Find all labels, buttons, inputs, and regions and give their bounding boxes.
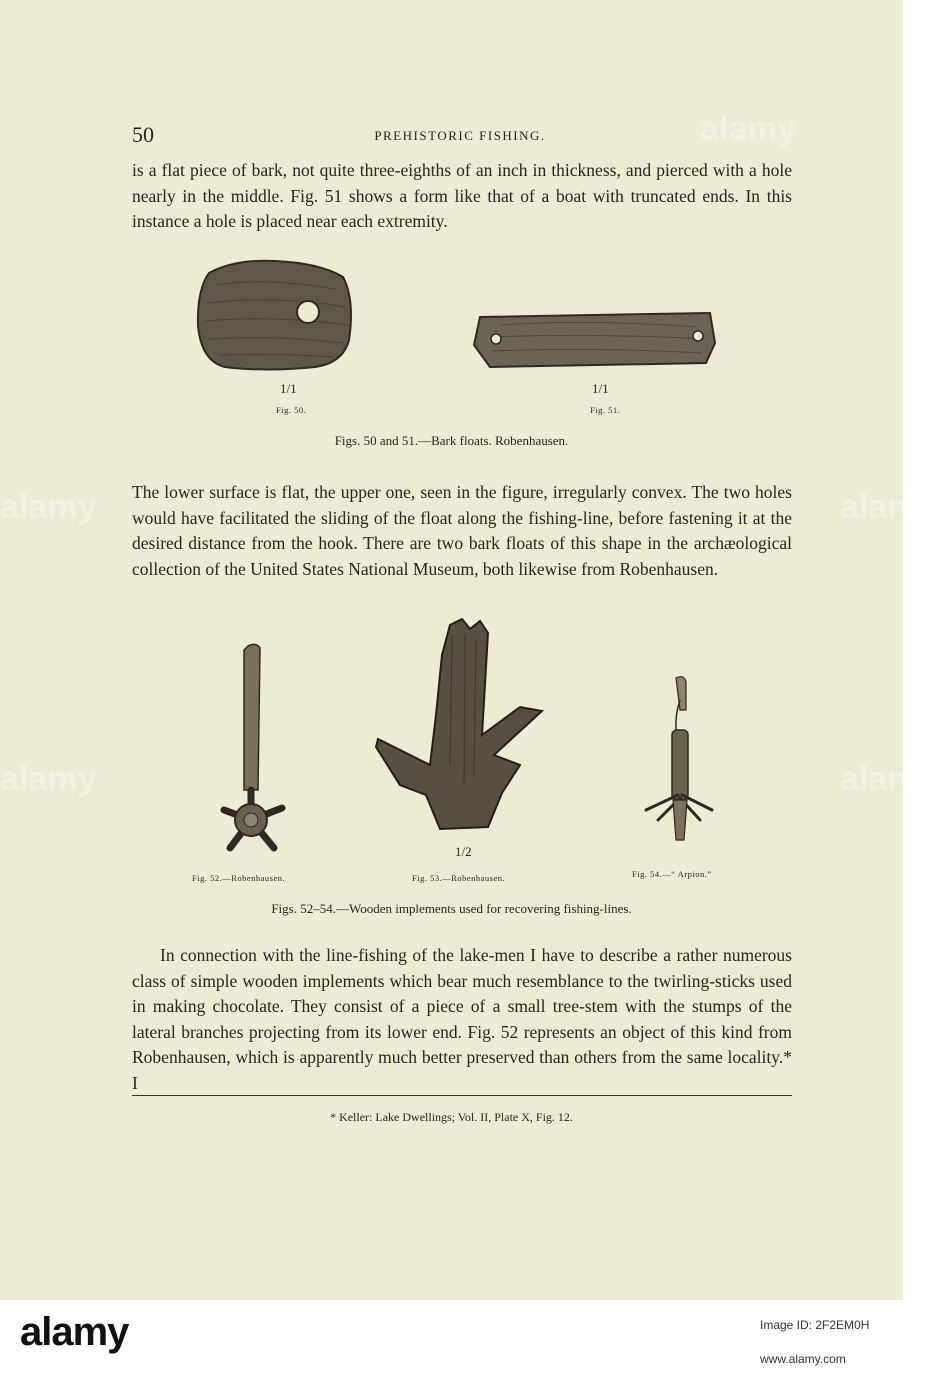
paragraph-1: is a flat piece of bark, not quite three-eighths of an inch in thickness, and pierced with a hole nearly in the middle. Fig. 51 shows a form like that of a boat with truncated ends. In this instance a hole is placed near each extremity.	[132, 160, 792, 231]
stock-footer	[0, 1300, 903, 1390]
image-id: Image ID: 2F2EM0H	[760, 1318, 870, 1332]
fig-53-label: Fig. 53.—Robenhausen.	[412, 873, 506, 883]
footnote-rule	[132, 1095, 792, 1096]
fig-54-label: Fig. 54.—“ Arpion.”	[632, 869, 712, 879]
figs-50-51-caption: Figs. 50 and 51.—Bark floats. Robenhausen.	[334, 433, 569, 448]
watermark: alamy	[0, 488, 97, 526]
fig-54-arpion-illustration	[640, 670, 720, 855]
footnote: * Keller: Lake Dwellings; Vol. II, Plate X, Fig. 12.	[330, 1110, 573, 1124]
fig-51-bark-float-illustration	[470, 305, 720, 375]
paragraph-2: The lower surface is flat, the upper one, seen in the figure, irregularly convex. The two holes would have facilitated the sliding of the float along the fishing-line, before fastening it at the desired distance from the hook. There are two bark floats of this shape in the archæological collection of the United States National Museum, both likewise from Robenhausen.	[132, 482, 792, 579]
page-header	[130, 118, 790, 148]
running-head: PREHISTORIC FISHING.	[374, 128, 546, 143]
fig-51-label: Fig. 51.	[590, 405, 621, 415]
watermark: alamy	[0, 760, 97, 798]
fig-53-tree-stem-illustration	[370, 615, 570, 835]
fig-50-scale: 1/1	[280, 381, 297, 396]
figs-52-54-caption: Figs. 52–54.—Wooden implements used for recovering fishing-lines.	[271, 901, 632, 916]
site-url: www.alamy.com	[760, 1352, 846, 1366]
fig-50-label: Fig. 50.	[276, 405, 307, 415]
fig-52-twirling-stick-illustration	[210, 640, 300, 865]
paragraph-2-block	[132, 480, 792, 582]
fig-51-scale: 1/1	[592, 381, 609, 396]
page-number: 50	[132, 122, 154, 147]
fig-50-bark-float-illustration	[195, 255, 355, 375]
watermark: alamy	[840, 760, 936, 798]
fig-53-scale: 1/2	[455, 844, 472, 859]
paragraph-3: In connection with the line-fishing of the lake-men I have to describe a rather numerous class of simple wooden implements which bear much resemblance to the twirling-sticks used in making chocolate. They consist of a piece of a small tree-stem with the stumps of the lateral branches projecting from its lower end. Fig. 52 represents an object of this kind from Robenhausen, which is apparently much better preserved than others from the same locality.* I	[132, 945, 792, 1093]
watermark: alamy	[840, 488, 936, 526]
brand-logo: alamy	[20, 1310, 129, 1354]
paragraph-1-block	[132, 158, 792, 235]
watermark: alamy	[700, 110, 797, 148]
paragraph-3-block	[132, 943, 792, 1096]
fig-52-label: Fig. 52.—Robenhausen.	[192, 873, 286, 883]
